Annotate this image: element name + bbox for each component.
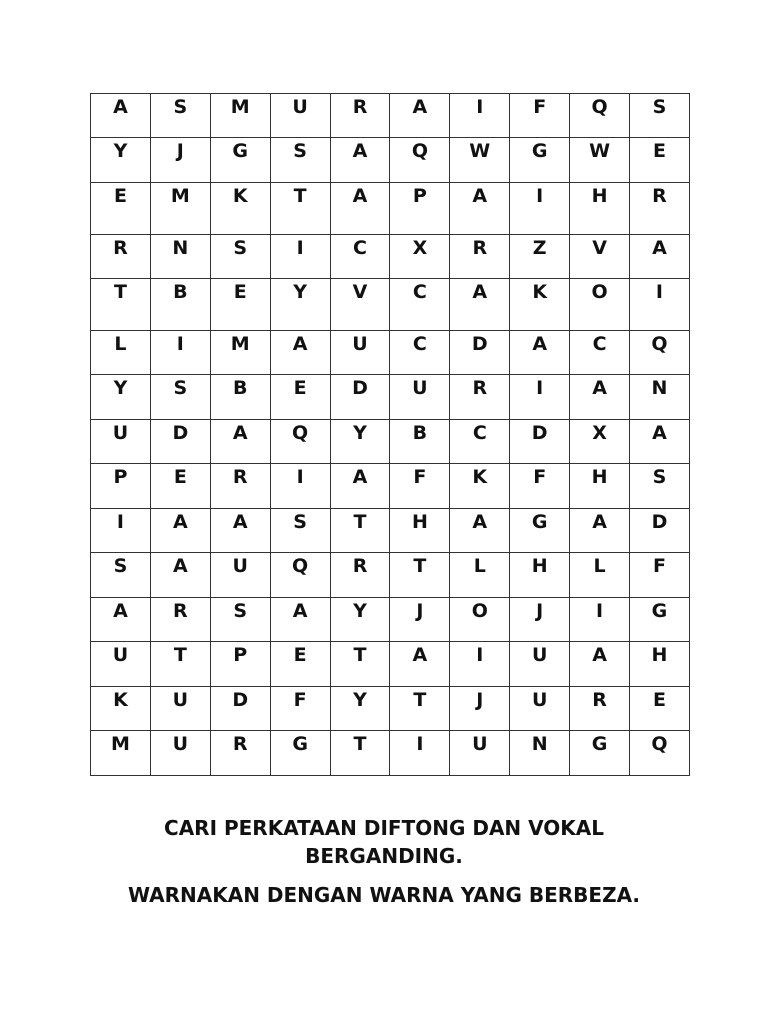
grid-cell[interactable]: A [330,464,390,509]
grid-cell[interactable]: I [270,464,330,509]
grid-cell[interactable]: Z [510,235,570,279]
grid-cell[interactable]: C [570,331,630,375]
grid-cell[interactable]: K [450,464,510,509]
grid-cell[interactable]: Y [270,279,330,331]
grid-cell[interactable]: R [630,183,690,235]
grid-cell[interactable]: U [330,331,390,375]
grid-row [91,687,690,731]
grid-cell[interactable]: S [630,94,690,138]
grid-cell[interactable]: J [450,687,510,731]
grid-cell[interactable]: L [91,331,151,375]
grid-cell[interactable]: U [510,642,570,687]
grid-cell[interactable]: O [450,598,510,642]
grid-cell[interactable]: T [390,553,450,598]
grid-cell[interactable]: D [510,420,570,464]
grid-cell[interactable]: G [510,509,570,553]
grid-cell[interactable]: B [390,420,450,464]
grid-cell[interactable]: G [210,138,270,183]
grid-cell[interactable]: F [510,94,570,138]
grid-cell[interactable]: A [570,375,630,420]
grid-cell[interactable]: Q [630,331,690,375]
grid-cell[interactable]: U [91,642,151,687]
grid-cell[interactable]: D [450,331,510,375]
grid-cell[interactable]: U [270,94,330,138]
grid-cell[interactable]: J [150,138,210,183]
grid-cell[interactable]: T [270,183,330,235]
grid-cell[interactable]: P [210,642,270,687]
grid-cell[interactable]: F [630,553,690,598]
grid-cell[interactable]: S [630,464,690,509]
grid-cell[interactable]: A [390,94,450,138]
grid-cell[interactable]: Y [91,138,151,183]
grid-cell[interactable]: X [390,235,450,279]
grid-cell[interactable]: U [150,731,210,776]
grid-cell[interactable]: I [91,509,151,553]
grid-cell[interactable]: A [150,553,210,598]
grid-cell[interactable]: U [210,553,270,598]
grid-cell[interactable]: Q [630,731,690,776]
grid-cell[interactable]: K [510,279,570,331]
grid-cell[interactable]: A [450,279,510,331]
grid-cell[interactable]: C [390,331,450,375]
instruction-line-1a: CARI PERKATAAN DIFTONG DAN VOKAL [164,816,604,840]
grid-cell[interactable]: A [330,183,390,235]
grid-cell[interactable]: I [570,598,630,642]
grid-cell[interactable]: R [150,598,210,642]
grid-cell[interactable]: R [210,731,270,776]
grid-cell[interactable]: F [390,464,450,509]
grid-cell[interactable]: I [510,375,570,420]
grid-cell[interactable]: D [210,687,270,731]
grid-cell[interactable]: I [150,331,210,375]
grid-cell[interactable]: A [630,420,690,464]
grid-cell[interactable]: A [210,509,270,553]
grid-row [91,94,690,138]
grid-cell[interactable]: C [390,279,450,331]
grid-row [91,235,690,279]
grid-cell[interactable]: A [390,642,450,687]
grid-cell[interactable]: T [150,642,210,687]
grid-cell[interactable]: R [330,94,390,138]
grid-cell[interactable]: Q [270,553,330,598]
grid-cell[interactable]: S [91,553,151,598]
grid-cell[interactable]: U [91,420,151,464]
grid-cell[interactable]: R [210,464,270,509]
grid-cell[interactable]: M [210,94,270,138]
grid-cell[interactable]: E [270,375,330,420]
grid-cell[interactable]: I [510,183,570,235]
grid-cell[interactable]: O [570,279,630,331]
grid-cell[interactable]: E [630,138,690,183]
grid-cell[interactable]: U [390,375,450,420]
grid-cell[interactable]: A [210,420,270,464]
grid-cell[interactable]: N [630,375,690,420]
grid-cell[interactable]: F [270,687,330,731]
grid-cell[interactable]: A [330,138,390,183]
grid-cell[interactable]: H [630,642,690,687]
grid-cell[interactable]: Y [330,420,390,464]
word-search-grid [90,93,690,776]
grid-cell[interactable]: A [510,331,570,375]
grid-row [91,598,690,642]
grid-cell[interactable]: E [630,687,690,731]
grid-cell[interactable]: R [91,235,151,279]
grid-cell[interactable]: A [450,509,510,553]
grid-cell[interactable]: U [150,687,210,731]
grid-cell[interactable]: L [450,553,510,598]
grid-cell[interactable]: H [570,464,630,509]
grid-cell[interactable]: E [210,279,270,331]
grid-row [91,279,690,331]
grid-cell[interactable]: U [450,731,510,776]
grid-cell[interactable]: E [150,464,210,509]
grid-row [91,642,690,687]
grid-cell[interactable]: A [91,94,151,138]
grid-cell[interactable]: H [390,509,450,553]
grid-cell[interactable]: M [210,331,270,375]
grid-cell[interactable]: I [630,279,690,331]
grid-cell[interactable]: D [150,420,210,464]
grid-cell[interactable]: J [510,598,570,642]
grid-cell[interactable]: H [570,183,630,235]
grid-cell[interactable]: S [150,375,210,420]
grid-cell[interactable]: I [450,642,510,687]
grid-cell[interactable]: N [510,731,570,776]
grid-row [91,553,690,598]
grid-cell[interactable]: V [570,235,630,279]
grid-cell[interactable]: A [570,509,630,553]
grid-cell[interactable]: U [510,687,570,731]
grid-cell[interactable]: S [270,138,330,183]
grid-cell[interactable]: M [91,731,151,776]
grid-cell[interactable]: G [570,731,630,776]
grid-cell[interactable]: V [330,279,390,331]
grid-cell[interactable]: G [630,598,690,642]
grid-cell[interactable]: W [450,138,510,183]
grid-cell[interactable]: T [330,509,390,553]
grid-row [91,375,690,420]
grid-cell[interactable]: A [630,235,690,279]
grid-row [91,731,690,776]
grid-cell[interactable]: T [390,687,450,731]
grid-cell[interactable]: D [330,375,390,420]
grid-row [91,509,690,553]
grid-cell[interactable]: S [270,509,330,553]
grid-cell[interactable]: F [510,464,570,509]
instruction-find-words [0,814,768,870]
grid-cell[interactable]: S [150,94,210,138]
grid-cell[interactable]: L [570,553,630,598]
grid-cell[interactable]: J [390,598,450,642]
grid-cell[interactable]: R [450,375,510,420]
grid-cell[interactable]: K [210,183,270,235]
grid-cell[interactable]: A [450,183,510,235]
grid-cell[interactable]: S [210,235,270,279]
grid-cell[interactable]: R [450,235,510,279]
grid-cell[interactable]: C [450,420,510,464]
grid-cell[interactable]: Q [570,94,630,138]
grid-cell[interactable]: N [150,235,210,279]
grid-cell[interactable]: G [510,138,570,183]
grid-cell[interactable]: R [570,687,630,731]
grid-cell[interactable]: Q [390,138,450,183]
grid-row [91,420,690,464]
grid-cell[interactable]: X [570,420,630,464]
grid-cell[interactable]: Y [330,687,390,731]
grid-cell[interactable]: W [570,138,630,183]
grid-cell[interactable]: A [270,331,330,375]
grid-row [91,464,690,509]
grid-cell[interactable]: H [510,553,570,598]
grid-cell[interactable]: A [91,598,151,642]
grid-cell[interactable]: A [570,642,630,687]
grid-cell[interactable]: I [450,94,510,138]
grid-cell[interactable]: P [91,464,151,509]
grid-row [91,138,690,183]
grid-cell[interactable]: R [330,553,390,598]
grid-cell[interactable]: A [270,598,330,642]
grid-cell[interactable]: I [270,235,330,279]
grid-cell[interactable]: A [150,509,210,553]
grid-cell[interactable]: M [150,183,210,235]
grid-cell[interactable]: T [91,279,151,331]
grid-cell[interactable]: C [330,235,390,279]
instruction-colour-words [0,881,768,909]
grid-cell[interactable]: I [390,731,450,776]
grid-cell[interactable]: Q [270,420,330,464]
grid-cell[interactable]: Y [91,375,151,420]
grid-cell[interactable]: P [390,183,450,235]
grid-cell[interactable]: E [91,183,151,235]
grid-row [91,331,690,375]
grid-cell[interactable]: E [270,642,330,687]
grid-cell[interactable]: K [91,687,151,731]
grid-cell[interactable]: T [330,642,390,687]
grid-cell[interactable]: D [630,509,690,553]
grid-cell[interactable]: B [210,375,270,420]
grid-row [91,183,690,235]
grid-cell[interactable]: G [270,731,330,776]
grid-cell[interactable]: S [210,598,270,642]
grid-cell[interactable]: T [330,731,390,776]
instruction-line-1b: BERGANDING. [305,844,463,868]
instruction-line-2: WARNAKAN DENGAN WARNA YANG BERBEZA. [127,883,641,907]
grid-cell[interactable]: Y [330,598,390,642]
grid-cell[interactable]: B [150,279,210,331]
